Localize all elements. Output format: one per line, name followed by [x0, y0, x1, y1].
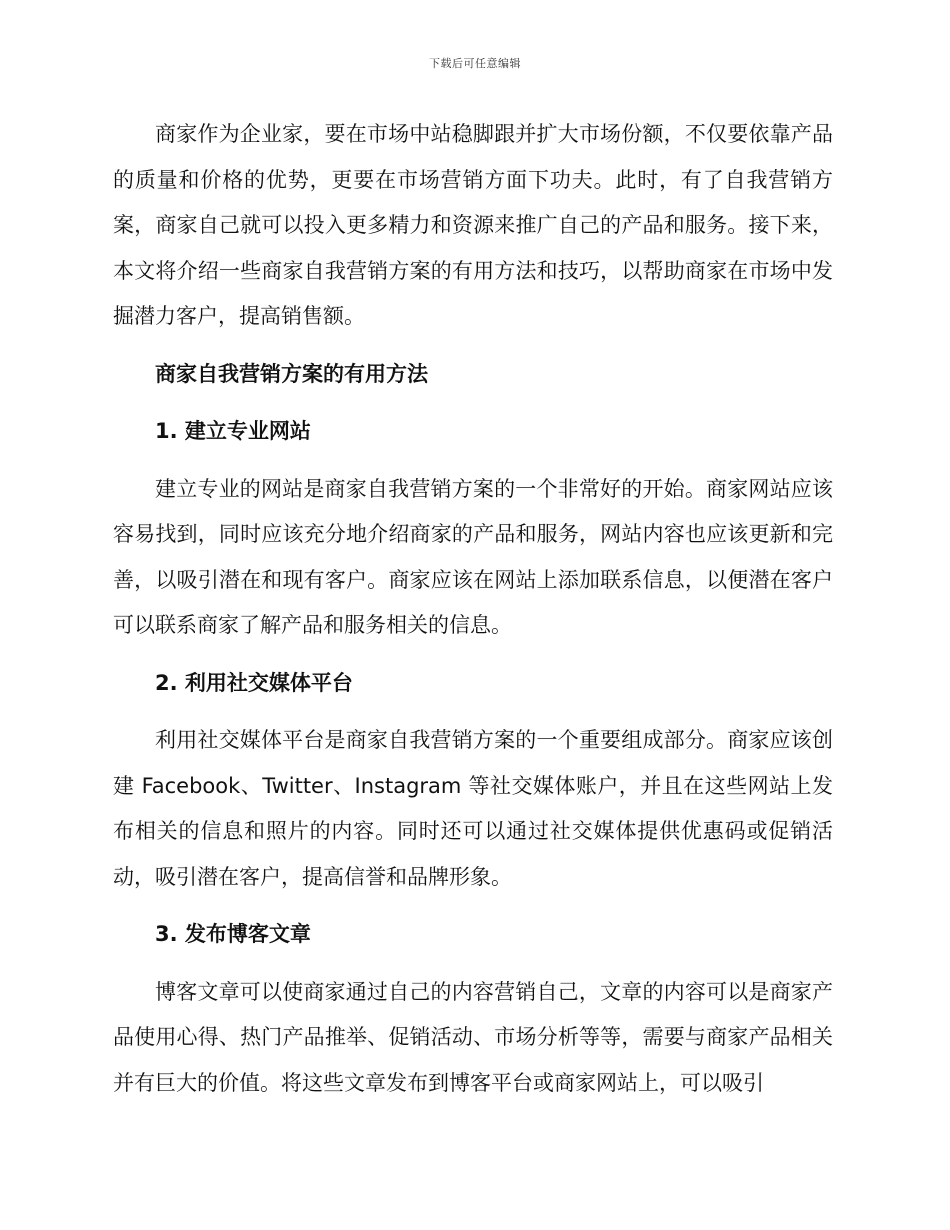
- spacer: [113, 455, 833, 467]
- spacer: [113, 340, 833, 352]
- intro-paragraph: 商家作为企业家，要在市场中站稳脚跟并扩大市场份额，不仅要依靠产品的质量和价格的优势，更要在市场营销方面下功夫。此时，有了自我营销方案，商家自己就可以投入更多精力和资源来推广自己的产品和服务。接下来，本文将介绍一些商家自我营销方案的有用方法和技巧，以帮助商家在市场中发掘潜力客户，提高销售额。: [113, 122, 833, 328]
- section-body-website: 建立专业的网站是商家自我营销方案的一个非常好的开始。商家网站应该容易找到，同时应该充分地介绍商家的产品和服务，网站内容也应该更新和完善，以吸引潜在和现有客户。商家应该在网站上添加联系信息，以便潜在客户可以联系商家了解产品和服务相关的信息。: [113, 476, 833, 637]
- section-body-social-media: 利用社交媒体平台是商家自我营销方案的一个重要组成部分。商家应该创建 Facebook、Twitter、Instagram 等社交媒体账户，并且在这些网站上发布相关的信息和照片的内容。同时还可以通过社交媒体提供优惠码或促销活动，吸引潜在客户，提高信誉和品牌形象。: [113, 728, 833, 889]
- section-heading-social-media: 2. 利用社交媒体平台: [155, 670, 353, 695]
- spacer: [113, 900, 833, 912]
- section-body-blog: 博客文章可以使商家通过自己的内容营销自己，文章的内容可以是商家产品使用心得、热门产品推举、促销活动、市场分析等等，需要与商家产品相关并有巨大的价值。将这些文章发布到博客平台或商家网站上，可以吸引: [113, 979, 833, 1095]
- document-body: [113, 112, 833, 1106]
- spacer: [113, 958, 833, 970]
- spacer: [113, 649, 833, 661]
- section-heading-website: 1. 建立专业网站: [155, 419, 311, 443]
- page-header: 下载后可任意编辑: [429, 57, 521, 70]
- spacer: [113, 706, 833, 718]
- section-title: 商家自我营销方案的有用方法: [155, 361, 428, 386]
- section-heading-blog: 3. 发布博客文章: [155, 922, 311, 946]
- spacer: [113, 397, 833, 409]
